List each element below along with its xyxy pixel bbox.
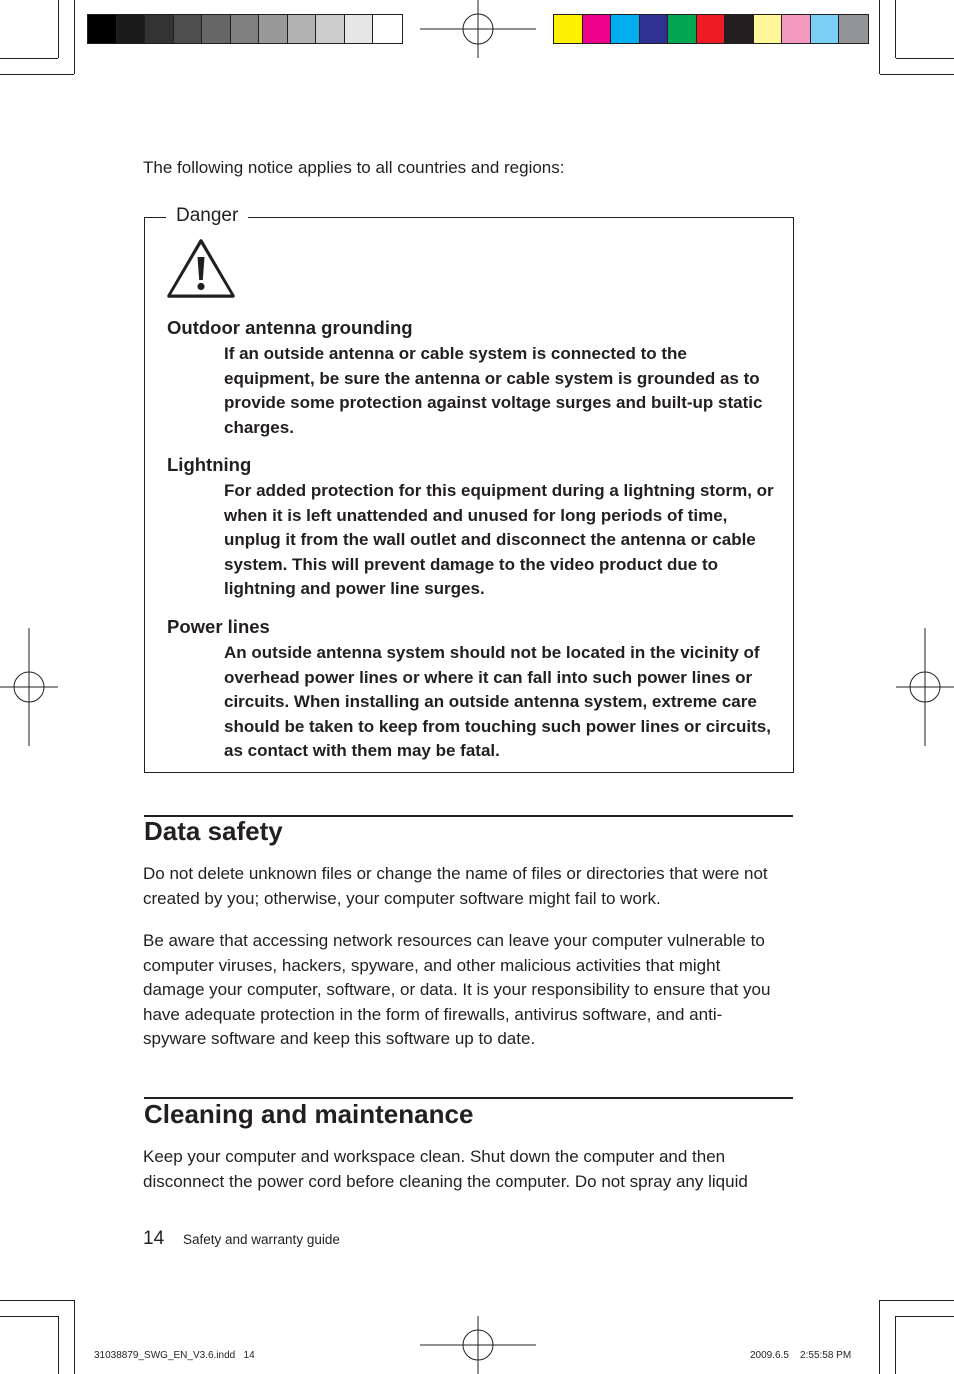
danger-heading-antenna: Outdoor antenna grounding: [167, 317, 413, 338]
cleaning-paragraph: Keep your computer and workspace clean. Shut down the computer and then disconnect the power cord before cleaning the computer. Do not spray any liquid: [143, 1147, 748, 1191]
color-swatch: [839, 15, 868, 43]
crop-mark: [0, 1300, 74, 1301]
running-footer-title: Safety and warranty guide: [183, 1232, 340, 1247]
registration-mark-top: [420, 0, 536, 60]
data-safety-paragraph: Do not delete unknown files or change the name of files or directories that were not created by you; otherwise, your computer software might fail to work.: [143, 864, 768, 908]
registration-mark-left: [0, 628, 60, 746]
crop-mark: [896, 1316, 954, 1317]
crop-mark: [0, 74, 74, 75]
color-swatch: [668, 15, 697, 43]
crop-mark: [896, 58, 954, 59]
color-swatch: [345, 15, 374, 43]
intro-text: The following notice applies to all countries and regions:: [143, 158, 565, 177]
color-swatch: [202, 15, 231, 43]
crop-mark: [0, 1316, 58, 1317]
color-swatch: [782, 15, 811, 43]
color-swatch: [725, 15, 754, 43]
danger-label: Danger: [166, 205, 248, 227]
color-swatch: [640, 15, 669, 43]
grayscale-color-bar: [87, 14, 403, 44]
section-title-cleaning: Cleaning and maintenance: [144, 1099, 474, 1129]
crop-mark: [879, 1300, 880, 1374]
color-swatch: [88, 15, 117, 43]
color-swatch: [174, 15, 203, 43]
danger-heading-lightning: Lightning: [167, 454, 252, 475]
color-swatch: [611, 15, 640, 43]
crop-mark: [74, 1300, 75, 1374]
crop-mark: [879, 0, 880, 74]
slug-timestamp: 2009.6.5 2:55:58 PM: [750, 1350, 852, 1361]
data-safety-paragraph: Be aware that accessing network resources can leave your computer vulnerable to computer viruses, hackers, spyware, and other malicious activities that might damage your computer, software, or data. It is your responsibility to ensure that you have adequate protection in the form of firewalls, antivirus software, and anti-spyware software and keep this software up to date.: [143, 931, 771, 1049]
color-swatch: [554, 15, 583, 43]
danger-body-lightning: For added protection for this equipment during a lightning storm, or when it is left unattended and unused for long periods of time, unplug it from the wall outlet and disconnect the antenna or cable system. This will prevent damage to the video product due to lightning and power line surges.: [224, 481, 774, 599]
slug-filename: 31038879_SWG_EN_V3.6.indd 14: [94, 1350, 255, 1361]
danger-body-antenna: If an outside antenna or cable system is connected to the equipment, be sure the antenna or cable system is grounded as to provide some protection against voltage surges and built-up static charges.: [224, 344, 763, 437]
process-color-bar: [553, 14, 869, 44]
registration-mark-right: [894, 628, 954, 746]
crop-mark: [74, 0, 75, 74]
color-swatch: [316, 15, 345, 43]
crop-mark: [58, 1316, 59, 1374]
section-title-data-safety: Data safety: [144, 816, 283, 846]
color-swatch: [259, 15, 288, 43]
crop-mark: [895, 0, 896, 58]
color-swatch: [811, 15, 840, 43]
registration-mark-bottom: [420, 1316, 536, 1374]
color-swatch: [145, 15, 174, 43]
crop-mark: [0, 58, 58, 59]
color-swatch: [754, 15, 783, 43]
color-swatch: [231, 15, 260, 43]
color-swatch: [373, 15, 402, 43]
crop-mark: [58, 0, 59, 58]
color-swatch: [288, 15, 317, 43]
color-swatch: [583, 15, 612, 43]
crop-mark: [880, 1300, 954, 1301]
warning-triangle-icon: [166, 238, 236, 300]
page-number: 14: [143, 1228, 165, 1249]
crop-mark: [880, 74, 954, 75]
danger-heading-power-lines: Power lines: [167, 616, 270, 637]
crop-mark: [895, 1316, 896, 1374]
color-swatch: [697, 15, 726, 43]
danger-body-power-lines: An outside antenna system should not be located in the vicinity of overhead power lines or where it can fall into such power lines or circuits. When installing an outside antenna system, extreme care should be taken to keep from touching such power lines or circuits, as contact with them may be fatal.: [224, 643, 771, 761]
color-swatch: [117, 15, 146, 43]
